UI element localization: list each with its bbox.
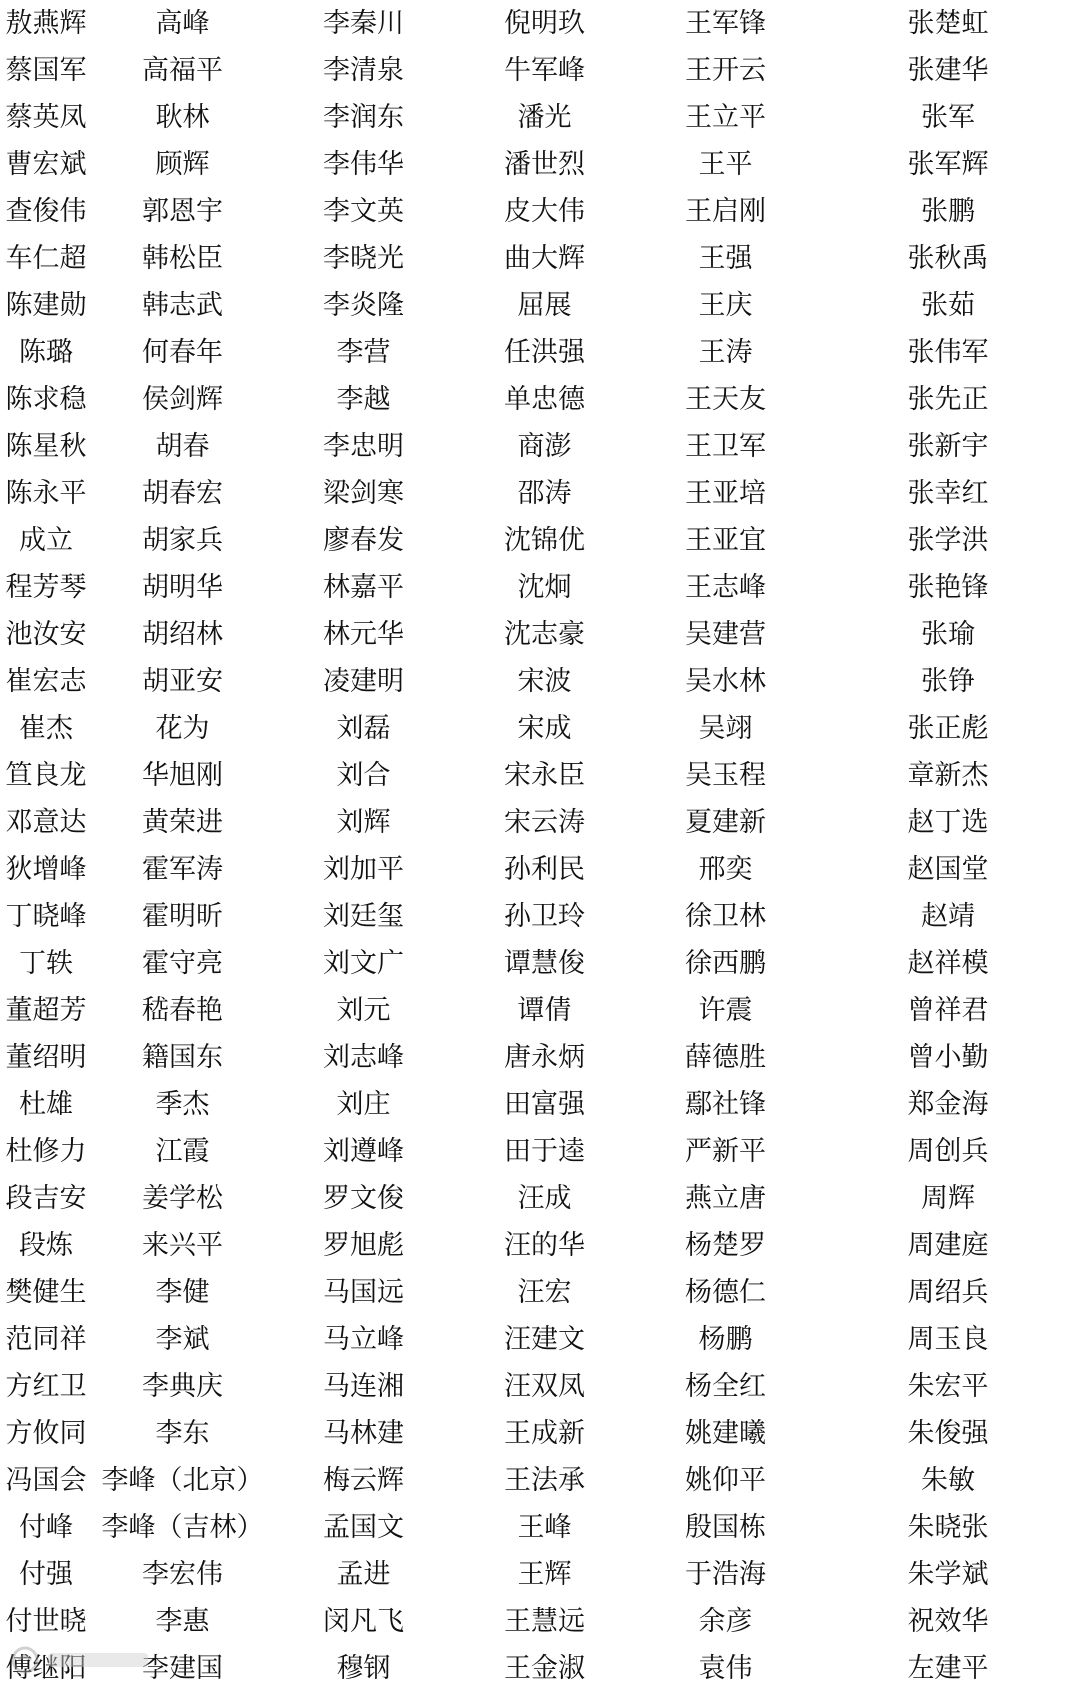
name-cell: 顾辉	[155, 149, 210, 180]
name-cell: 朱敏	[921, 1465, 975, 1496]
name-cell: 田于逵	[504, 1136, 585, 1167]
name-cell: 李建国	[142, 1653, 223, 1684]
name-cell: 王军锋	[685, 8, 766, 39]
name-cell: 王志峰	[685, 572, 766, 603]
name-cell: 左建平	[907, 1653, 989, 1684]
name-cell: 付强	[19, 1559, 73, 1590]
name-cell: 周绍兵	[907, 1277, 989, 1308]
name-cell: 汪双凤	[504, 1371, 585, 1402]
name-cell: 张先正	[907, 384, 989, 415]
name-cell: 曲大辉	[504, 243, 585, 274]
name-cell: 方攸同	[5, 1418, 87, 1449]
name-cell: 刘辉	[336, 807, 391, 838]
name-cell: 潘世烈	[504, 149, 585, 180]
name-cell: 付世晓	[5, 1606, 87, 1637]
name-cell: 笪良龙	[5, 760, 87, 791]
name-cell: 袁伟	[698, 1653, 753, 1684]
name-cell: 唐永炳	[504, 1042, 585, 1073]
name-cell: 胡春宏	[142, 478, 223, 509]
name-row	[0, 1363, 1080, 1410]
name-cell: 蔡国军	[5, 55, 87, 86]
name-row	[0, 1269, 1080, 1316]
name-cell: 王卫军	[685, 431, 766, 462]
name-cell: 李伟华	[323, 149, 404, 180]
name-cell: 季杰	[155, 1089, 210, 1120]
name-cell: 王金淑	[504, 1653, 585, 1684]
name-cell: 黄荣进	[142, 807, 223, 838]
name-cell: 李晓光	[323, 243, 404, 274]
name-row	[0, 1457, 1080, 1504]
name-cell: 吴玉程	[685, 760, 766, 791]
name-cell: 周创兵	[907, 1136, 989, 1167]
name-cell: 王法承	[504, 1465, 585, 1496]
name-row	[0, 1316, 1080, 1363]
name-cell: 李清泉	[323, 55, 404, 86]
name-cell: 商澎	[517, 431, 572, 462]
name-cell: 周建庭	[907, 1230, 989, 1261]
name-cell: 沈炯	[517, 572, 572, 603]
name-cell: 胡家兵	[142, 525, 223, 556]
name-cell: 曹宏斌	[5, 149, 87, 180]
name-row	[0, 940, 1080, 987]
name-row	[0, 0, 1080, 47]
name-cell: 陈求稳	[5, 384, 87, 415]
name-cell: 张学洪	[907, 525, 989, 556]
name-cell: 王亚培	[685, 478, 766, 509]
name-cell: 凌建明	[323, 666, 404, 697]
name-cell: 朱学斌	[907, 1559, 989, 1590]
name-cell: 段炼	[19, 1230, 73, 1261]
name-cell: 赵靖	[921, 901, 975, 932]
name-cell: 马林建	[323, 1418, 404, 1449]
name-cell: 耿林	[155, 102, 210, 133]
name-cell: 霍明昕	[142, 901, 223, 932]
name-cell: 张铮	[921, 666, 975, 697]
name-cell: 殷国栋	[685, 1512, 766, 1543]
name-cell: 刘元	[336, 995, 391, 1026]
name-cell: 范同祥	[5, 1324, 87, 1355]
name-cell: 吴水林	[685, 666, 766, 697]
name-cell: 许震	[698, 995, 753, 1026]
name-cell: 王辉	[517, 1559, 572, 1590]
name-cell: 籍国东	[142, 1042, 223, 1073]
name-cell: 查俊伟	[5, 196, 87, 227]
name-cell: 陈璐	[19, 337, 73, 368]
name-cell: 杜雄	[19, 1089, 73, 1120]
name-row	[0, 1128, 1080, 1175]
name-cell: 段吉安	[5, 1183, 87, 1214]
name-row	[0, 47, 1080, 94]
name-cell: 穆钢	[336, 1653, 391, 1684]
name-cell: 杨全红	[685, 1371, 766, 1402]
name-cell: 李忠明	[323, 431, 404, 462]
name-cell: 孟进	[336, 1559, 391, 1590]
name-cell: 李峰（北京）	[101, 1465, 264, 1496]
name-cell: 沈志豪	[504, 619, 585, 650]
name-cell: 蔡英凤	[5, 102, 87, 133]
name-cell: 刘文广	[323, 948, 404, 979]
name-cell: 程芳琴	[5, 572, 87, 603]
name-cell: 余彦	[698, 1606, 753, 1637]
name-cell: 张鹏	[921, 196, 975, 227]
name-cell: 李宏伟	[142, 1559, 223, 1590]
name-cell: 嵇春艳	[142, 995, 223, 1026]
name-cell: 单忠德	[504, 384, 585, 415]
name-cell: 马立峰	[323, 1324, 404, 1355]
name-cell: 鄢社锋	[685, 1089, 766, 1120]
name-cell: 姜学松	[142, 1183, 223, 1214]
name-cell: 丁晓峰	[5, 901, 87, 932]
name-cell: 王慧远	[504, 1606, 585, 1637]
name-cell: 胡绍林	[142, 619, 223, 650]
name-cell: 梅云辉	[323, 1465, 404, 1496]
name-cell: 张艳锋	[907, 572, 989, 603]
name-row	[0, 611, 1080, 658]
name-cell: 曾小勤	[907, 1042, 989, 1073]
name-row	[0, 893, 1080, 940]
name-cell: 孟国文	[323, 1512, 404, 1543]
name-cell: 张幸红	[907, 478, 989, 509]
name-row	[0, 799, 1080, 846]
name-cell: 陈永平	[5, 478, 87, 509]
name-cell: 刘磊	[336, 713, 391, 744]
name-row	[0, 1081, 1080, 1128]
name-cell: 张瑜	[921, 619, 975, 650]
name-cell: 成立	[19, 525, 73, 556]
name-cell: 沈锦优	[504, 525, 585, 556]
name-cell: 曾祥君	[907, 995, 989, 1026]
name-row	[0, 376, 1080, 423]
name-cell: 廖春发	[323, 525, 404, 556]
name-cell: 樊健生	[5, 1277, 87, 1308]
name-cell: 燕立唐	[685, 1183, 766, 1214]
name-cell: 李秦川	[323, 8, 404, 39]
name-row	[0, 658, 1080, 705]
name-cell: 吴建营	[685, 619, 766, 650]
name-cell: 罗文俊	[323, 1183, 404, 1214]
name-cell: 高峰	[155, 8, 210, 39]
name-cell: 霍军涛	[142, 854, 223, 885]
name-cell: 潘光	[517, 102, 572, 133]
name-cell: 刘遵峰	[323, 1136, 404, 1167]
name-cell: 任洪强	[504, 337, 585, 368]
name-row	[0, 517, 1080, 564]
name-cell: 朱宏平	[907, 1371, 989, 1402]
name-cell: 周辉	[921, 1183, 975, 1214]
name-cell: 罗旭彪	[323, 1230, 404, 1261]
name-cell: 车仁超	[5, 243, 87, 274]
name-cell: 屈展	[517, 290, 572, 321]
name-row	[0, 1504, 1080, 1551]
name-cell: 章新杰	[907, 760, 989, 791]
name-cell: 闵凡飞	[323, 1606, 404, 1637]
name-cell: 侯剑辉	[142, 384, 223, 415]
name-cell: 胡亚安	[142, 666, 223, 697]
name-cell: 董超芳	[5, 995, 87, 1026]
name-cell: 皮大伟	[504, 196, 585, 227]
name-row	[0, 564, 1080, 611]
name-cell: 何春年	[142, 337, 223, 368]
name-cell: 董绍明	[5, 1042, 87, 1073]
name-cell: 赵国堂	[907, 854, 989, 885]
name-cell: 王成新	[504, 1418, 585, 1449]
name-cell: 邢奕	[698, 854, 753, 885]
name-cell: 杜修力	[5, 1136, 87, 1167]
name-cell: 华旭刚	[142, 760, 223, 791]
name-cell: 汪成	[517, 1183, 572, 1214]
name-cell: 池汝安	[5, 619, 87, 650]
name-cell: 邵涛	[517, 478, 572, 509]
name-cell: 郑金海	[907, 1089, 989, 1120]
name-cell: 张新宇	[907, 431, 989, 462]
name-cell: 李惠	[155, 1606, 210, 1637]
name-cell: 徐卫林	[685, 901, 766, 932]
name-cell: 来兴平	[142, 1230, 223, 1261]
name-cell: 孙利民	[504, 854, 585, 885]
name-cell: 宋云涛	[504, 807, 585, 838]
name-cell: 朱晓张	[907, 1512, 989, 1543]
name-cell: 倪明玖	[504, 8, 585, 39]
name-cell: 谭倩	[517, 995, 572, 1026]
name-cell: 吴翊	[698, 713, 753, 744]
name-cell: 张军辉	[907, 149, 989, 180]
name-row	[0, 1175, 1080, 1222]
name-cell: 张楚虹	[907, 8, 989, 39]
name-cell: 方红卫	[5, 1371, 87, 1402]
name-cell: 王平	[698, 149, 753, 180]
name-cell: 祝效华	[907, 1606, 989, 1637]
name-row	[0, 141, 1080, 188]
name-cell: 陈星秋	[5, 431, 87, 462]
name-row	[0, 846, 1080, 893]
name-cell: 姚建曦	[685, 1418, 766, 1449]
name-cell: 杨楚罗	[685, 1230, 766, 1261]
name-cell: 狄增峰	[5, 854, 87, 885]
name-cell: 高福平	[142, 55, 223, 86]
name-cell: 林元华	[323, 619, 404, 650]
name-cell: 李东	[155, 1418, 210, 1449]
name-cell: 邓意达	[5, 807, 87, 838]
name-cell: 汪的华	[504, 1230, 585, 1261]
name-cell: 李斌	[155, 1324, 210, 1355]
name-cell: 王涛	[698, 337, 753, 368]
name-row	[0, 1222, 1080, 1269]
name-cell: 宋波	[517, 666, 572, 697]
name-row	[0, 1410, 1080, 1457]
name-cell: 严新平	[685, 1136, 766, 1167]
name-cell: 李健	[155, 1277, 210, 1308]
name-cell: 马连湘	[323, 1371, 404, 1402]
name-cell: 刘廷玺	[323, 901, 404, 932]
name-cell: 徐西鹏	[685, 948, 766, 979]
name-cell: 张茹	[921, 290, 975, 321]
name-cell: 王天友	[685, 384, 766, 415]
name-cell: 李润东	[323, 102, 404, 133]
name-cell: 冯国会	[5, 1465, 87, 1496]
name-cell: 张正彪	[907, 713, 989, 744]
name-cell: 李峰（吉林）	[101, 1512, 264, 1543]
name-row	[0, 188, 1080, 235]
name-cell: 薛德胜	[685, 1042, 766, 1073]
name-cell: 丁轶	[19, 948, 73, 979]
name-cell: 杨德仁	[685, 1277, 766, 1308]
name-cell: 王亚宜	[685, 525, 766, 556]
name-cell: 朱俊强	[907, 1418, 989, 1449]
name-cell: 张军	[921, 102, 975, 133]
name-cell: 韩松臣	[142, 243, 223, 274]
name-cell: 胡春	[155, 431, 210, 462]
name-cell: 赵丁选	[907, 807, 989, 838]
name-cell: 刘庄	[336, 1089, 391, 1120]
name-cell: 崔宏志	[5, 666, 87, 697]
name-row	[0, 235, 1080, 282]
name-cell: 霍守亮	[142, 948, 223, 979]
name-cell: 宋永臣	[504, 760, 585, 791]
name-cell: 夏建新	[685, 807, 766, 838]
name-cell: 李营	[336, 337, 391, 368]
name-cell: 崔杰	[19, 713, 73, 744]
name-cell: 李文英	[323, 196, 404, 227]
name-row	[0, 705, 1080, 752]
name-cell: 梁剑寒	[323, 478, 404, 509]
name-row	[0, 329, 1080, 376]
name-cell: 于浩海	[685, 1559, 766, 1590]
name-cell: 宋成	[517, 713, 572, 744]
name-row	[0, 987, 1080, 1034]
name-cell: 花为	[155, 713, 210, 744]
name-cell: 李越	[336, 384, 391, 415]
name-cell: 周玉良	[907, 1324, 989, 1355]
name-row	[0, 1645, 1080, 1692]
name-cell: 江霞	[155, 1136, 210, 1167]
name-cell: 李典庆	[142, 1371, 223, 1402]
name-cell: 王强	[698, 243, 753, 274]
name-cell: 牛军峰	[504, 55, 585, 86]
name-row	[0, 470, 1080, 517]
name-cell: 刘加平	[323, 854, 404, 885]
name-cell: 王立平	[685, 102, 766, 133]
name-cell: 汪宏	[517, 1277, 572, 1308]
name-row	[0, 1551, 1080, 1598]
name-cell: 赵祥模	[907, 948, 989, 979]
name-cell: 胡明华	[142, 572, 223, 603]
name-row	[0, 282, 1080, 329]
name-cell: 陈建勋	[5, 290, 87, 321]
name-cell: 张秋禹	[907, 243, 989, 274]
name-cell: 王开云	[685, 55, 766, 86]
name-cell: 林嘉平	[323, 572, 404, 603]
name-cell: 刘合	[336, 760, 391, 791]
name-cell: 汪建文	[504, 1324, 585, 1355]
name-cell: 田富强	[504, 1089, 585, 1120]
name-cell: 孙卫玲	[504, 901, 585, 932]
name-cell: 付峰	[19, 1512, 73, 1543]
name-cell: 韩志武	[142, 290, 223, 321]
name-cell: 王峰	[517, 1512, 572, 1543]
name-cell: 王启刚	[685, 196, 766, 227]
name-row	[0, 752, 1080, 799]
name-row	[0, 1034, 1080, 1081]
name-row	[0, 1598, 1080, 1645]
name-cell: 杨鹏	[698, 1324, 753, 1355]
name-row	[0, 423, 1080, 470]
name-cell: 傅继阳	[5, 1653, 87, 1684]
name-cell: 刘志峰	[323, 1042, 404, 1073]
name-cell: 李炎隆	[323, 290, 404, 321]
name-cell: 王庆	[698, 290, 753, 321]
name-row	[0, 94, 1080, 141]
name-cell: 谭慧俊	[504, 948, 585, 979]
name-cell: 敖燕辉	[5, 8, 87, 39]
name-cell: 姚仰平	[685, 1465, 766, 1496]
name-cell: 郭恩宇	[142, 196, 223, 227]
name-cell: 张伟军	[907, 337, 989, 368]
name-cell: 马国远	[323, 1277, 404, 1308]
name-cell: 张建华	[907, 55, 989, 86]
